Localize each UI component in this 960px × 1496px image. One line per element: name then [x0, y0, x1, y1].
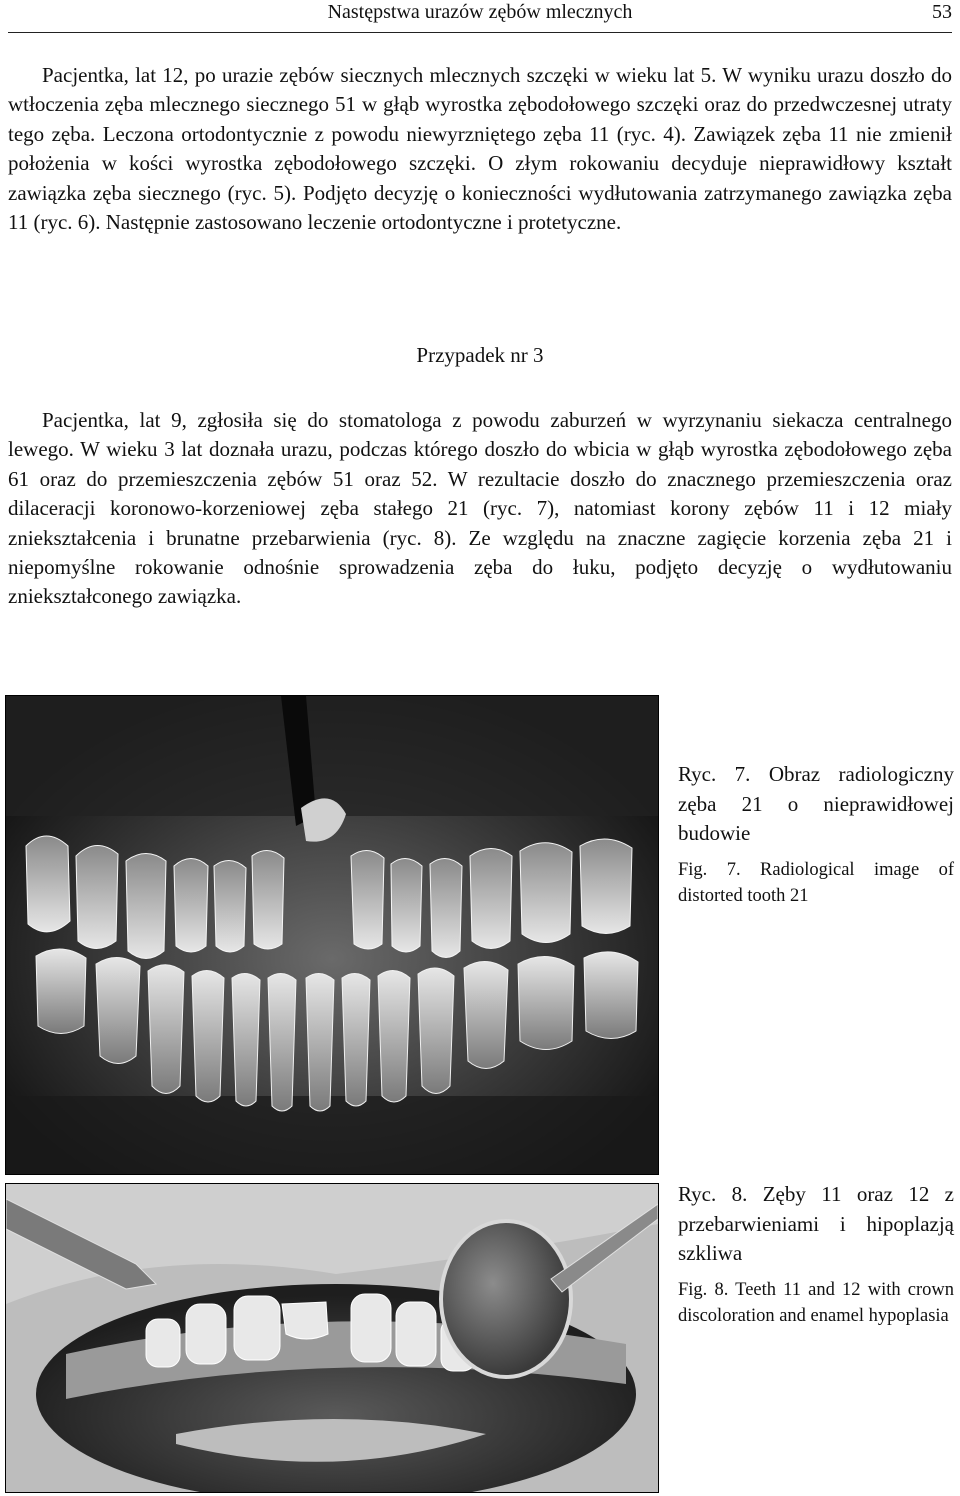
panoramic-xray-image — [6, 696, 658, 1174]
radiograph-figure — [5, 695, 659, 1175]
running-header — [8, 0, 952, 33]
figure-7-caption-polish: Ryc. 7. Obraz radiologiczny zęba 21 o nieprawidłowej budowie — [678, 762, 954, 845]
figure-7-caption — [678, 760, 954, 910]
page-number: 53 — [932, 1, 952, 23]
intraoral-photo-figure — [5, 1183, 659, 1493]
section-heading: Przypadek nr 3 — [416, 343, 544, 367]
figure-8-caption-polish: Ryc. 8. Zęby 11 oraz 12 z przebarwieniami i hipoplazją szkliwa — [678, 1182, 954, 1265]
figure-7-caption-english: Fig. 7. Radiological image of distorted tooth 21 — [678, 859, 954, 906]
figure-8-caption — [678, 1180, 954, 1330]
header-title: Następstwa urazów zębów mlecznych — [327, 1, 633, 23]
case-3-paragraph: Pacjentka, lat 9, zgłosiła się do stomatologa z powodu zaburzeń w wyrzynaniu siekacza centralnego lewego. W wieku 3 lat doznała urazu, podczas którego doszło do wbicia w głąb wyrostka zębodołowego zęba 61 oraz do przemieszczenia zębów 51 oraz 52. W rezultacie doszło do znacznego przemieszczenia oraz dilaceracji koronowo-korzeniowej zęba stałego 21 (ryc. 7), natomiast korony zębów 11 i 12 miały zniekształcenia i brunatne przebarwienia (ryc. 8). Ze względu na znaczne zagięcie korzenia zęba 21 i niepomyślne rokowanie odnośnie sprowadzenia zęba do łuku, podjęto decyzję o wydłutowaniu zniekształconego zawiązka. — [8, 408, 952, 609]
intraoral-photo-image — [6, 1184, 658, 1492]
case-2-paragraph: Pacjentka, lat 12, po urazie zębów siecznych mlecznych szczęki w wieku lat 5. W wyniku urazu doszło do wtłoczenia zęba mlecznego siecznego 51 w głąb wyrostka zębodołowego szczęki oraz do przedwczesnej utraty tego zęba. Leczona ortodontycznie z powodu niewyrzniętego zęba 11 (ryc. 4). Zawiązek zęba 11 nie zmienił położenia w kości wyrostka zębodołowego szczęki. O złym rokowaniu decyduje nieprawidłowy kształt zawiązka zęba siecznego (ryc. 5). Podjęto decyzję o konieczności wydłutowania zatrzymanego zawiązka zęba 11 (ryc. 6). Następnie zastosowano leczenie ortodontyczne i protetyczne. — [8, 63, 952, 235]
figure-8-caption-english: Fig. 8. Teeth 11 and 12 with crown discoloration and enamel hypoplasia — [678, 1279, 954, 1326]
